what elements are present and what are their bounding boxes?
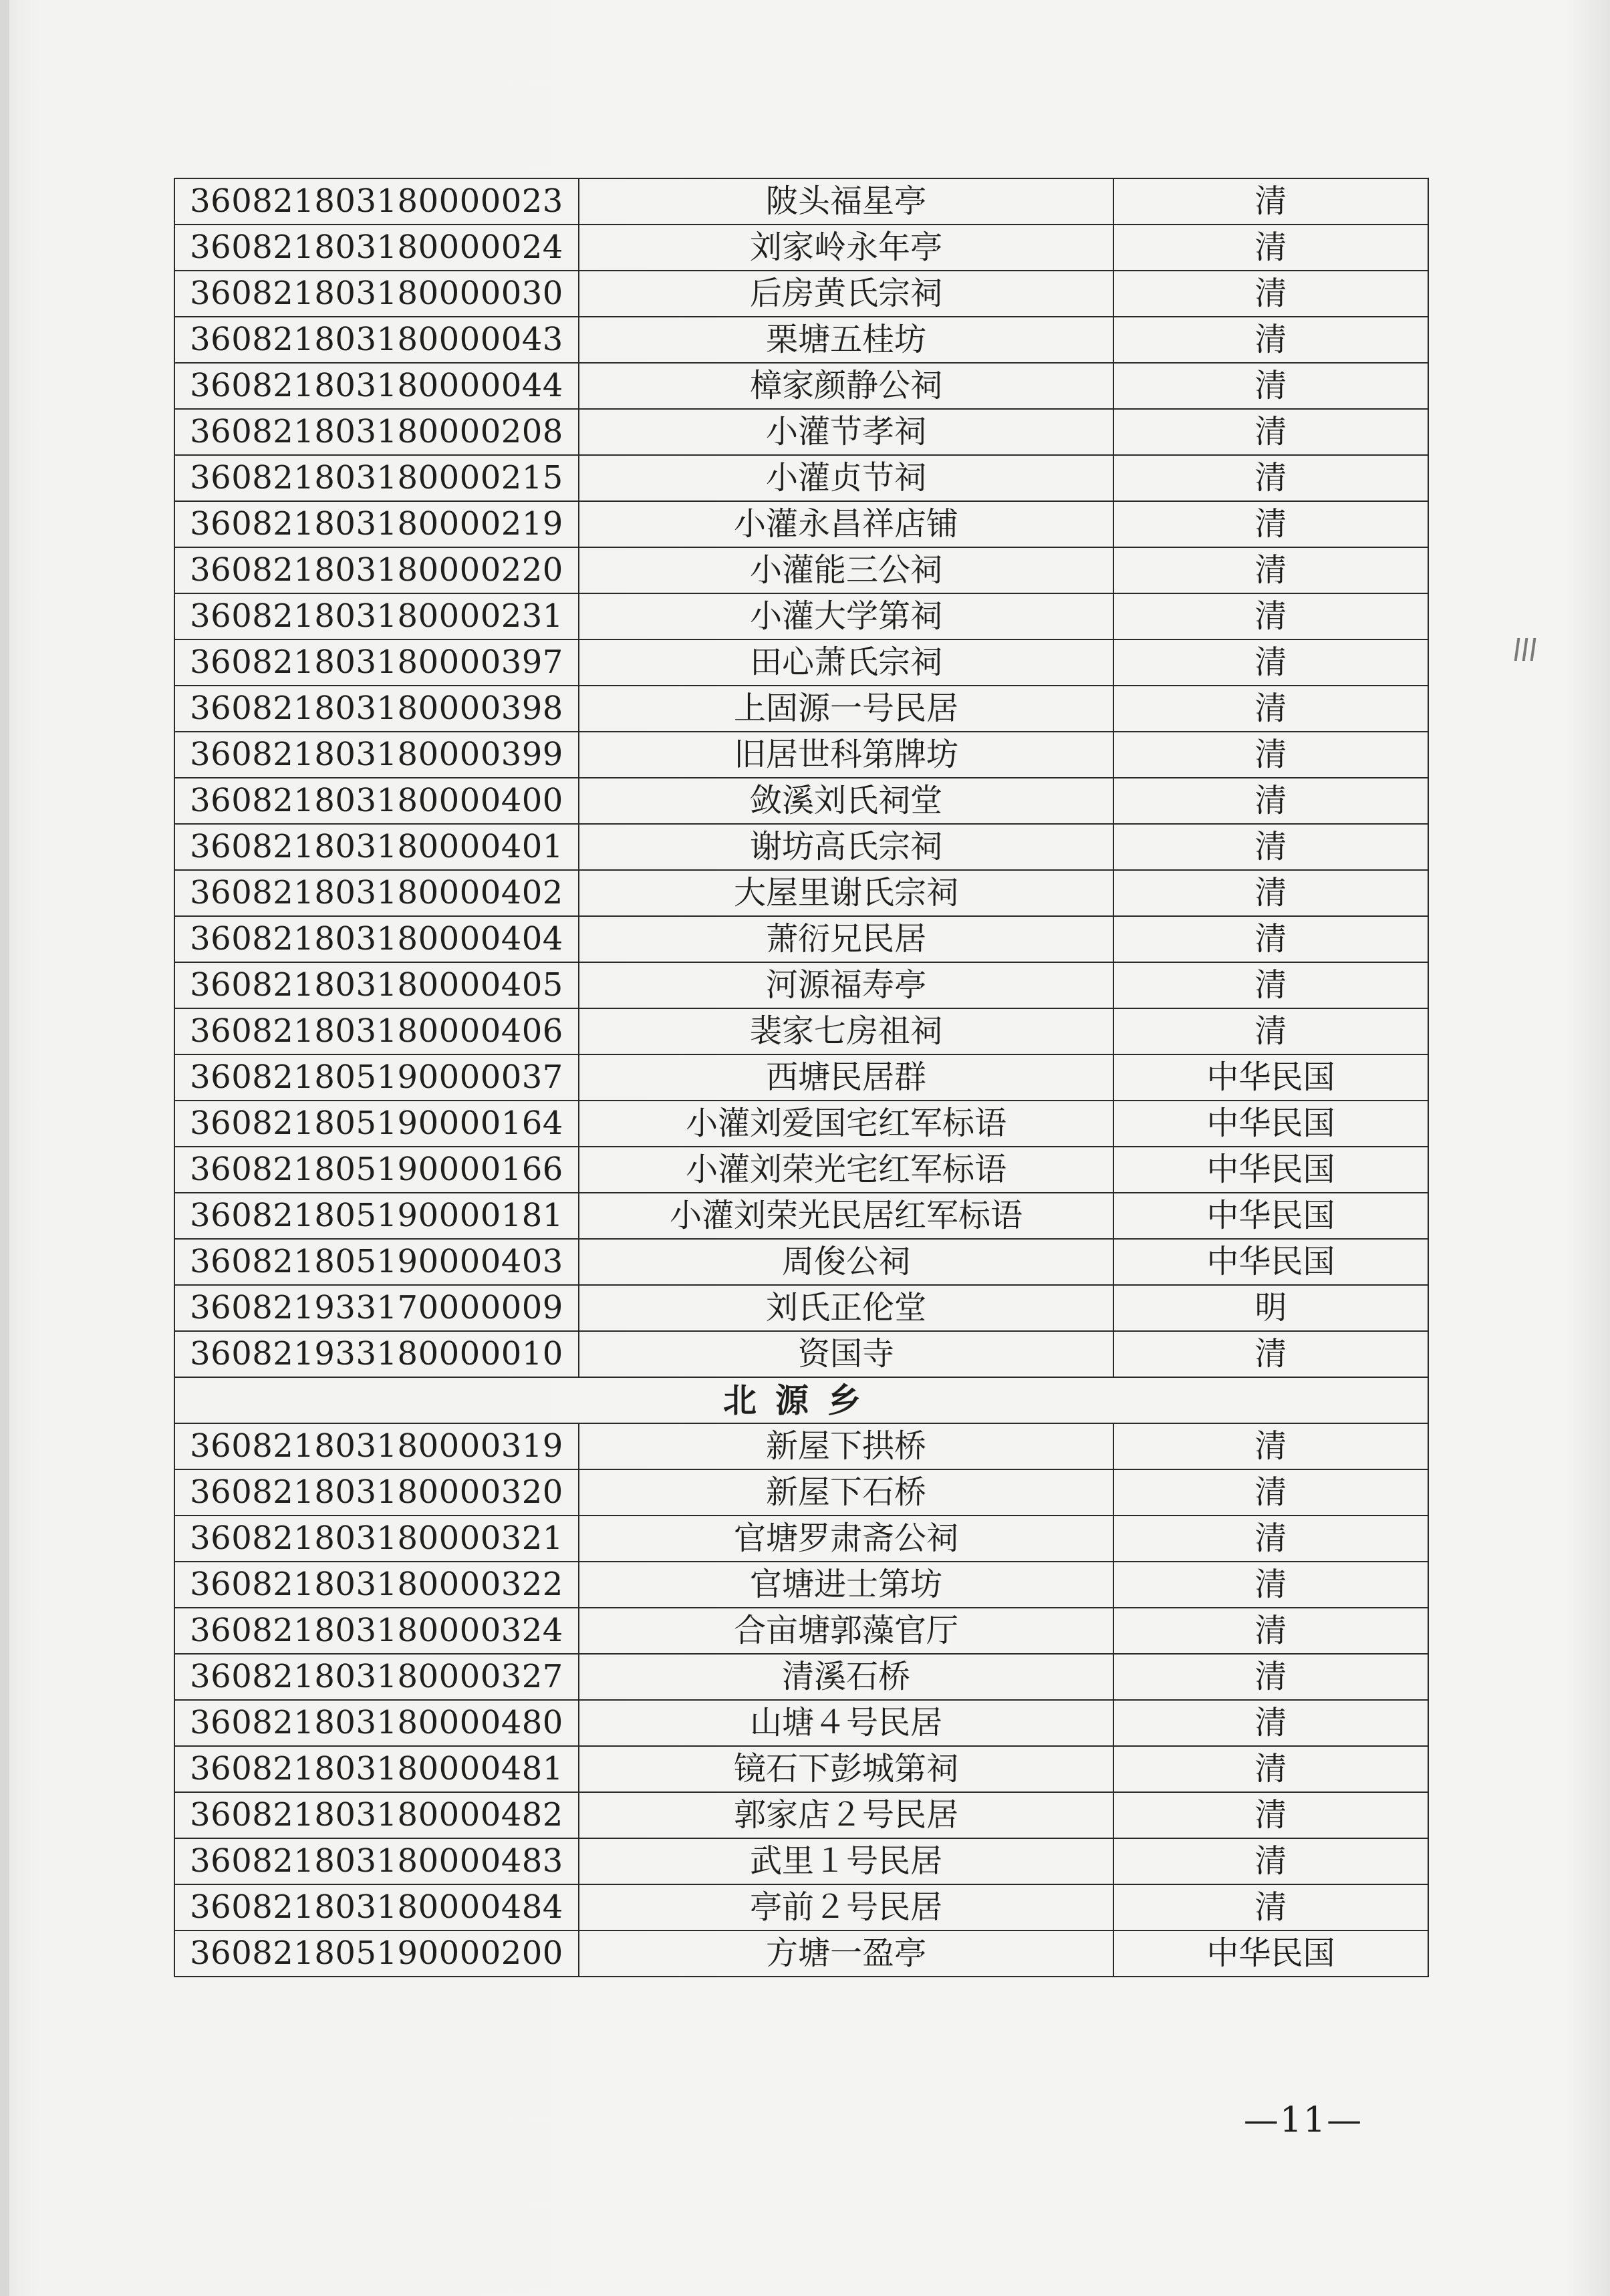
record-code-cell: 360821803180000024 xyxy=(174,225,579,271)
site-name-cell: 小灌节孝祠 xyxy=(579,409,1113,455)
table-row xyxy=(174,1884,1428,1930)
margin-pen-mark xyxy=(1516,638,1542,692)
record-code-cell: 360821803180000322 xyxy=(174,1562,579,1608)
record-code-cell: 360821803180000023 xyxy=(174,178,579,225)
record-code-cell: 360821803180000231 xyxy=(174,593,579,639)
era-cell: 清 xyxy=(1113,271,1428,317)
table-row xyxy=(174,962,1428,1008)
record-code-cell: 360821803180000043 xyxy=(174,317,579,363)
record-code-cell: 360821803180000401 xyxy=(174,824,579,870)
table-row xyxy=(174,363,1428,409)
era-cell: 清 xyxy=(1113,1884,1428,1930)
site-name-cell: 新屋下石桥 xyxy=(579,1469,1113,1516)
site-name-cell: 周俊公祠 xyxy=(579,1239,1113,1285)
record-code-cell: 360821805190000200 xyxy=(174,1930,579,1977)
table-row xyxy=(174,1285,1428,1331)
era-cell: 清 xyxy=(1113,916,1428,962)
site-name-cell: 旧居世科第牌坊 xyxy=(579,732,1113,778)
table-row xyxy=(174,1562,1428,1608)
site-name-cell: 敛溪刘氏祠堂 xyxy=(579,778,1113,824)
site-name-cell: 刘家岭永年亭 xyxy=(579,225,1113,271)
era-cell: 中华民国 xyxy=(1113,1930,1428,1977)
site-name-cell: 小灌永昌祥店铺 xyxy=(579,501,1113,547)
era-cell: 清 xyxy=(1113,455,1428,501)
table-row xyxy=(174,1516,1428,1562)
site-name-cell: 镜石下彭城第祠 xyxy=(579,1746,1113,1792)
record-code-cell: 360821803180000319 xyxy=(174,1423,579,1469)
era-cell: 清 xyxy=(1113,317,1428,363)
site-name-cell: 田心萧氏宗祠 xyxy=(579,639,1113,686)
record-code-cell: 360821803180000400 xyxy=(174,778,579,824)
record-code-cell: 360821803180000044 xyxy=(174,363,579,409)
page-number: —11— xyxy=(1243,2100,1363,2140)
record-code-cell: 360821803180000030 xyxy=(174,271,579,317)
table-row xyxy=(174,686,1428,732)
era-cell: 清 xyxy=(1113,1516,1428,1562)
record-code-cell: 360821803180000215 xyxy=(174,455,579,501)
section-title: 北源乡 xyxy=(174,1377,1428,1423)
site-name-cell: 新屋下拱桥 xyxy=(579,1423,1113,1469)
record-code-cell: 360821933180000010 xyxy=(174,1331,579,1377)
era-cell: 清 xyxy=(1113,1469,1428,1516)
site-name-cell: 山塘４号民居 xyxy=(579,1700,1113,1746)
record-code-cell: 360821803180000324 xyxy=(174,1608,579,1654)
site-name-cell: 樟家颜静公祠 xyxy=(579,363,1113,409)
site-name-cell: 官塘进士第坊 xyxy=(579,1562,1113,1608)
table-row xyxy=(174,1193,1428,1239)
era-cell: 清 xyxy=(1113,870,1428,916)
heritage-records-table xyxy=(174,178,1429,1977)
table-row xyxy=(174,225,1428,271)
era-cell: 清 xyxy=(1113,593,1428,639)
table-row xyxy=(174,547,1428,593)
era-cell: 清 xyxy=(1113,178,1428,225)
table-body xyxy=(174,178,1428,1977)
site-name-cell: 郭家店２号民居 xyxy=(579,1792,1113,1838)
record-code-cell: 360821803180000399 xyxy=(174,732,579,778)
era-cell: 清 xyxy=(1113,1746,1428,1792)
site-name-cell: 小灌刘爱国宅红军标语 xyxy=(579,1101,1113,1147)
record-code-cell: 360821805190000037 xyxy=(174,1054,579,1101)
record-code-cell: 360821803180000484 xyxy=(174,1884,579,1930)
era-cell: 清 xyxy=(1113,409,1428,455)
era-cell: 清 xyxy=(1113,363,1428,409)
site-name-cell: 小灌刘荣光民居红军标语 xyxy=(579,1193,1113,1239)
record-code-cell: 360821803180000321 xyxy=(174,1516,579,1562)
table-row xyxy=(174,1930,1428,1977)
record-code-cell: 360821803180000327 xyxy=(174,1654,579,1700)
record-code-cell: 360821805190000181 xyxy=(174,1193,579,1239)
table-row xyxy=(174,1101,1428,1147)
site-name-cell: 清溪石桥 xyxy=(579,1654,1113,1700)
table-row xyxy=(174,639,1428,686)
table-row xyxy=(174,317,1428,363)
site-name-cell: 萧衍兄民居 xyxy=(579,916,1113,962)
table-row xyxy=(174,1147,1428,1193)
table-row xyxy=(174,1008,1428,1054)
table-row xyxy=(174,1239,1428,1285)
table-row xyxy=(174,501,1428,547)
era-cell: 清 xyxy=(1113,1608,1428,1654)
era-cell: 清 xyxy=(1113,1008,1428,1054)
table-row xyxy=(174,824,1428,870)
era-cell: 中华民国 xyxy=(1113,1239,1428,1285)
table-row xyxy=(174,1838,1428,1884)
record-code-cell: 360821803180000405 xyxy=(174,962,579,1008)
era-cell: 清 xyxy=(1113,1562,1428,1608)
era-cell: 清 xyxy=(1113,225,1428,271)
table-row xyxy=(174,1423,1428,1469)
record-code-cell: 360821803180000483 xyxy=(174,1838,579,1884)
record-code-cell: 360821805190000164 xyxy=(174,1101,579,1147)
table-row xyxy=(174,916,1428,962)
table-row xyxy=(174,1608,1428,1654)
site-name-cell: 小灌能三公祠 xyxy=(579,547,1113,593)
table-row xyxy=(174,732,1428,778)
site-name-cell: 刘氏正伦堂 xyxy=(579,1285,1113,1331)
record-code-cell: 360821803180000480 xyxy=(174,1700,579,1746)
record-code-cell: 360821803180000397 xyxy=(174,639,579,686)
table-row xyxy=(174,778,1428,824)
table-row xyxy=(174,1331,1428,1377)
record-code-cell: 360821803180000482 xyxy=(174,1792,579,1838)
table-row xyxy=(174,409,1428,455)
table-row xyxy=(174,455,1428,501)
table-row xyxy=(174,271,1428,317)
record-code-cell: 360821803180000320 xyxy=(174,1469,579,1516)
site-name-cell: 大屋里谢氏宗祠 xyxy=(579,870,1113,916)
record-code-cell: 360821805190000403 xyxy=(174,1239,579,1285)
record-code-cell: 360821803180000398 xyxy=(174,686,579,732)
era-cell: 清 xyxy=(1113,1331,1428,1377)
table-row xyxy=(174,178,1428,225)
table-row xyxy=(174,1054,1428,1101)
page-edge xyxy=(0,0,9,2296)
era-cell: 清 xyxy=(1113,501,1428,547)
table-row xyxy=(174,870,1428,916)
site-name-cell: 小灌大学第祠 xyxy=(579,593,1113,639)
site-name-cell: 谢坊高氏宗祠 xyxy=(579,824,1113,870)
era-cell: 中华民国 xyxy=(1113,1054,1428,1101)
record-code-cell: 360821803180000219 xyxy=(174,501,579,547)
site-name-cell: 上固源一号民居 xyxy=(579,686,1113,732)
site-name-cell: 武里１号民居 xyxy=(579,1838,1113,1884)
era-cell: 清 xyxy=(1113,1654,1428,1700)
era-cell: 清 xyxy=(1113,547,1428,593)
site-name-cell: 小灌贞节祠 xyxy=(579,455,1113,501)
site-name-cell: 裴家七房祖祠 xyxy=(579,1008,1113,1054)
era-cell: 清 xyxy=(1113,962,1428,1008)
record-code-cell: 360821933170000009 xyxy=(174,1285,579,1331)
table-row xyxy=(174,1746,1428,1792)
table-row xyxy=(174,1469,1428,1516)
site-name-cell: 河源福寿亭 xyxy=(579,962,1113,1008)
site-name-cell: 陂头福星亭 xyxy=(579,178,1113,225)
record-code-cell: 360821805190000166 xyxy=(174,1147,579,1193)
record-code-cell: 360821803180000481 xyxy=(174,1746,579,1792)
era-cell: 清 xyxy=(1113,1792,1428,1838)
record-code-cell: 360821803180000208 xyxy=(174,409,579,455)
era-cell: 中华民国 xyxy=(1113,1101,1428,1147)
era-cell: 清 xyxy=(1113,1423,1428,1469)
era-cell: 清 xyxy=(1113,778,1428,824)
record-code-cell: 360821803180000406 xyxy=(174,1008,579,1054)
era-cell: 明 xyxy=(1113,1285,1428,1331)
era-cell: 清 xyxy=(1113,1838,1428,1884)
site-name-cell: 小灌刘荣光宅红军标语 xyxy=(579,1147,1113,1193)
site-name-cell: 西塘民居群 xyxy=(579,1054,1113,1101)
table-row xyxy=(174,1792,1428,1838)
site-name-cell: 栗塘五桂坊 xyxy=(579,317,1113,363)
site-name-cell: 亭前２号民居 xyxy=(579,1884,1113,1930)
site-name-cell: 后房黄氏宗祠 xyxy=(579,271,1113,317)
record-code-cell: 360821803180000220 xyxy=(174,547,579,593)
site-name-cell: 官塘罗肃斋公祠 xyxy=(579,1516,1113,1562)
era-cell: 清 xyxy=(1113,732,1428,778)
record-code-cell: 360821803180000404 xyxy=(174,916,579,962)
site-name-cell: 资国寺 xyxy=(579,1331,1113,1377)
site-name-cell: 合亩塘郭藻官厅 xyxy=(579,1608,1113,1654)
section-header-row xyxy=(174,1377,1428,1423)
record-code-cell: 360821803180000402 xyxy=(174,870,579,916)
table-row xyxy=(174,593,1428,639)
table-row xyxy=(174,1654,1428,1700)
era-cell: 中华民国 xyxy=(1113,1147,1428,1193)
era-cell: 中华民国 xyxy=(1113,1193,1428,1239)
site-name-cell: 方塘一盈亭 xyxy=(579,1930,1113,1977)
era-cell: 清 xyxy=(1113,639,1428,686)
era-cell: 清 xyxy=(1113,1700,1428,1746)
era-cell: 清 xyxy=(1113,824,1428,870)
era-cell: 清 xyxy=(1113,686,1428,732)
table-row xyxy=(174,1700,1428,1746)
